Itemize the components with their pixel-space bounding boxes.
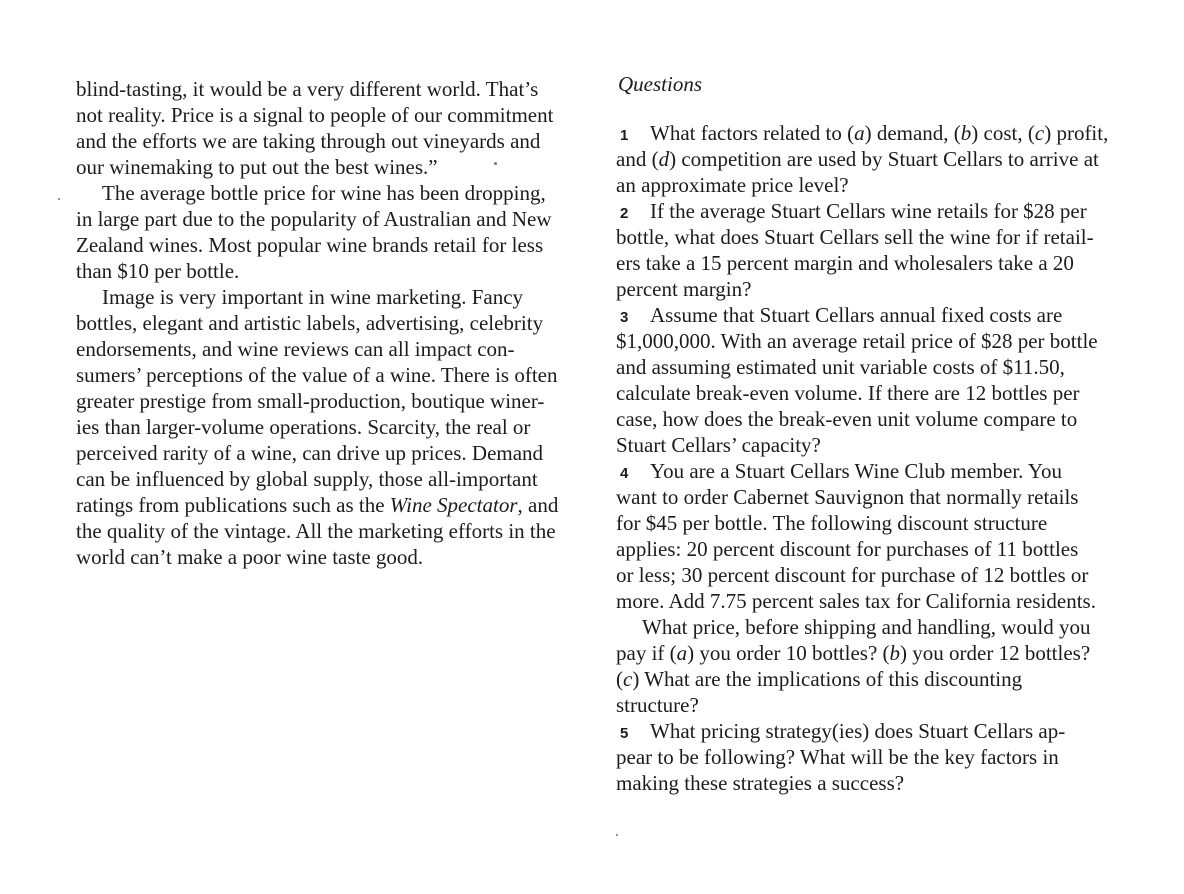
question-4-line: structure? (616, 693, 699, 717)
publication-title: Wine Spectator (389, 493, 518, 517)
scan-speck (616, 834, 618, 836)
question-4-line: applies: 20 percent discount for purchases of 11 bottles (616, 537, 1079, 561)
text-line: world can’t make a poor wine taste good. (76, 545, 424, 569)
text-run: Assume that Stuart Cellars annual fixed costs are (650, 303, 1063, 327)
question-2-line (616, 198, 1087, 227)
text-run: ) demand, ( (864, 121, 961, 145)
scan-speck (58, 198, 60, 200)
question-5-line: making these strategies a success? (616, 771, 905, 795)
question-3-line: $1,000,000. With an average retail price of $28 per bottle (616, 329, 1098, 353)
text-line: and the efforts we are taking through out vineyards and (76, 129, 541, 153)
text-run: b (889, 641, 901, 665)
question-3-line: Stuart Cellars’ capacity? (616, 433, 821, 457)
question-3-line: calculate break-even volume. If there are 12 bottles per (616, 381, 1080, 405)
text-run: b (960, 121, 972, 145)
question-number: 3 (620, 309, 629, 326)
text-line: greater prestige from small-production, boutique winer- (76, 389, 545, 413)
question-5-line: pear to be following? What will be the key factors in (616, 745, 1059, 769)
text-run: ) profit, (1044, 121, 1109, 145)
question-1-line (616, 146, 1099, 172)
question-3-line: and assuming estimated unit variable costs of $11.50, (616, 355, 1065, 379)
question-1-line: an approximate price level? (616, 173, 849, 197)
text-run: ) cost, ( (971, 121, 1035, 145)
text-run: ratings from publications such as the (76, 493, 390, 517)
text-run: What factors related to ( (650, 121, 855, 145)
text-line: The average bottle price for wine has been dropping, (102, 181, 546, 205)
question-4-line: What price, before shipping and handling, would you (642, 615, 1091, 639)
question-3-line (616, 302, 1062, 331)
text-run: If the average Stuart Cellars wine retails for $28 per (650, 199, 1087, 223)
text-run: d (658, 147, 670, 171)
text-run: ( (616, 667, 623, 691)
text-run: a (676, 641, 688, 665)
text-line: ies than larger-volume operations. Scarcity, the real or (76, 415, 531, 439)
scan-speck (494, 162, 497, 165)
question-number: 1 (620, 127, 629, 144)
question-4-line (616, 640, 1090, 666)
question-4-line: for $45 per bottle. The following discount structure (616, 511, 1048, 535)
text-line: Image is very important in wine marketing. Fancy (102, 285, 524, 309)
text-run: ) you order 10 bottles? ( (687, 641, 890, 665)
question-1-line (616, 120, 1108, 149)
text-line: bottles, elegant and artistic labels, advertising, celebrity (76, 311, 544, 335)
text-run: ) What are the implications of this discounting (632, 667, 1023, 691)
text-line: can be influenced by global supply, those all-important (76, 467, 538, 491)
question-4-line: more. Add 7.75 percent sales tax for California residents. (616, 589, 1096, 613)
text-run: You are a Stuart Cellars Wine Club member. You (650, 459, 1062, 483)
question-2-line: bottle, what does Stuart Cellars sell the wine for if retail- (616, 225, 1094, 249)
question-number: 5 (620, 725, 629, 742)
question-number: 4 (620, 465, 629, 482)
question-4-line: or less; 30 percent discount for purchase of 12 bottles or (616, 563, 1089, 587)
text-line: sumers’ perceptions of the value of a wine. There is often (76, 363, 558, 387)
question-2-line: percent margin? (616, 277, 752, 301)
text-line: than $10 per bottle. (76, 259, 240, 283)
text-run: pay if ( (616, 641, 677, 665)
text-run: ) competition are used by Stuart Cellars to arrive at (669, 147, 1099, 171)
text-run: c (1034, 121, 1045, 145)
question-4-line (616, 458, 1062, 487)
text-line: blind-tasting, it would be a very different world. That’s (76, 77, 539, 101)
text-line: perceived rarity of a wine, can drive up prices. Demand (76, 441, 544, 465)
text-line: our winemaking to put out the best wines.” (76, 155, 438, 179)
question-number: 2 (620, 205, 629, 222)
text-line: endorsements, and wine reviews can all impact con- (76, 337, 515, 361)
text-line: not reality. Price is a signal to people of our commitment (76, 103, 554, 127)
text-run: ) you order 12 bottles? (900, 641, 1091, 665)
text-run: and ( (616, 147, 659, 171)
text-run: What pricing strategy(ies) does Stuart Cellars ap- (650, 719, 1066, 743)
text-line: the quality of the vintage. All the marketing efforts in the (76, 519, 556, 543)
text-run: a (854, 121, 865, 145)
question-4-line (616, 666, 1022, 692)
text-line: in large part due to the popularity of Australian and New (76, 207, 552, 231)
text-run: , and (517, 493, 559, 517)
text-run: c (623, 667, 633, 691)
question-2-line: ers take a 15 percent margin and wholesalers take a 20 (616, 251, 1074, 275)
text-line: Zealand wines. Most popular wine brands retail for less (76, 233, 544, 257)
questions-heading: Questions (618, 72, 702, 96)
question-3-line: case, how does the break-even unit volume compare to (616, 407, 1078, 431)
question-5-line (616, 718, 1065, 747)
text-line (76, 492, 558, 518)
question-4-line: want to order Cabernet Sauvignon that normally retails (616, 485, 1079, 509)
